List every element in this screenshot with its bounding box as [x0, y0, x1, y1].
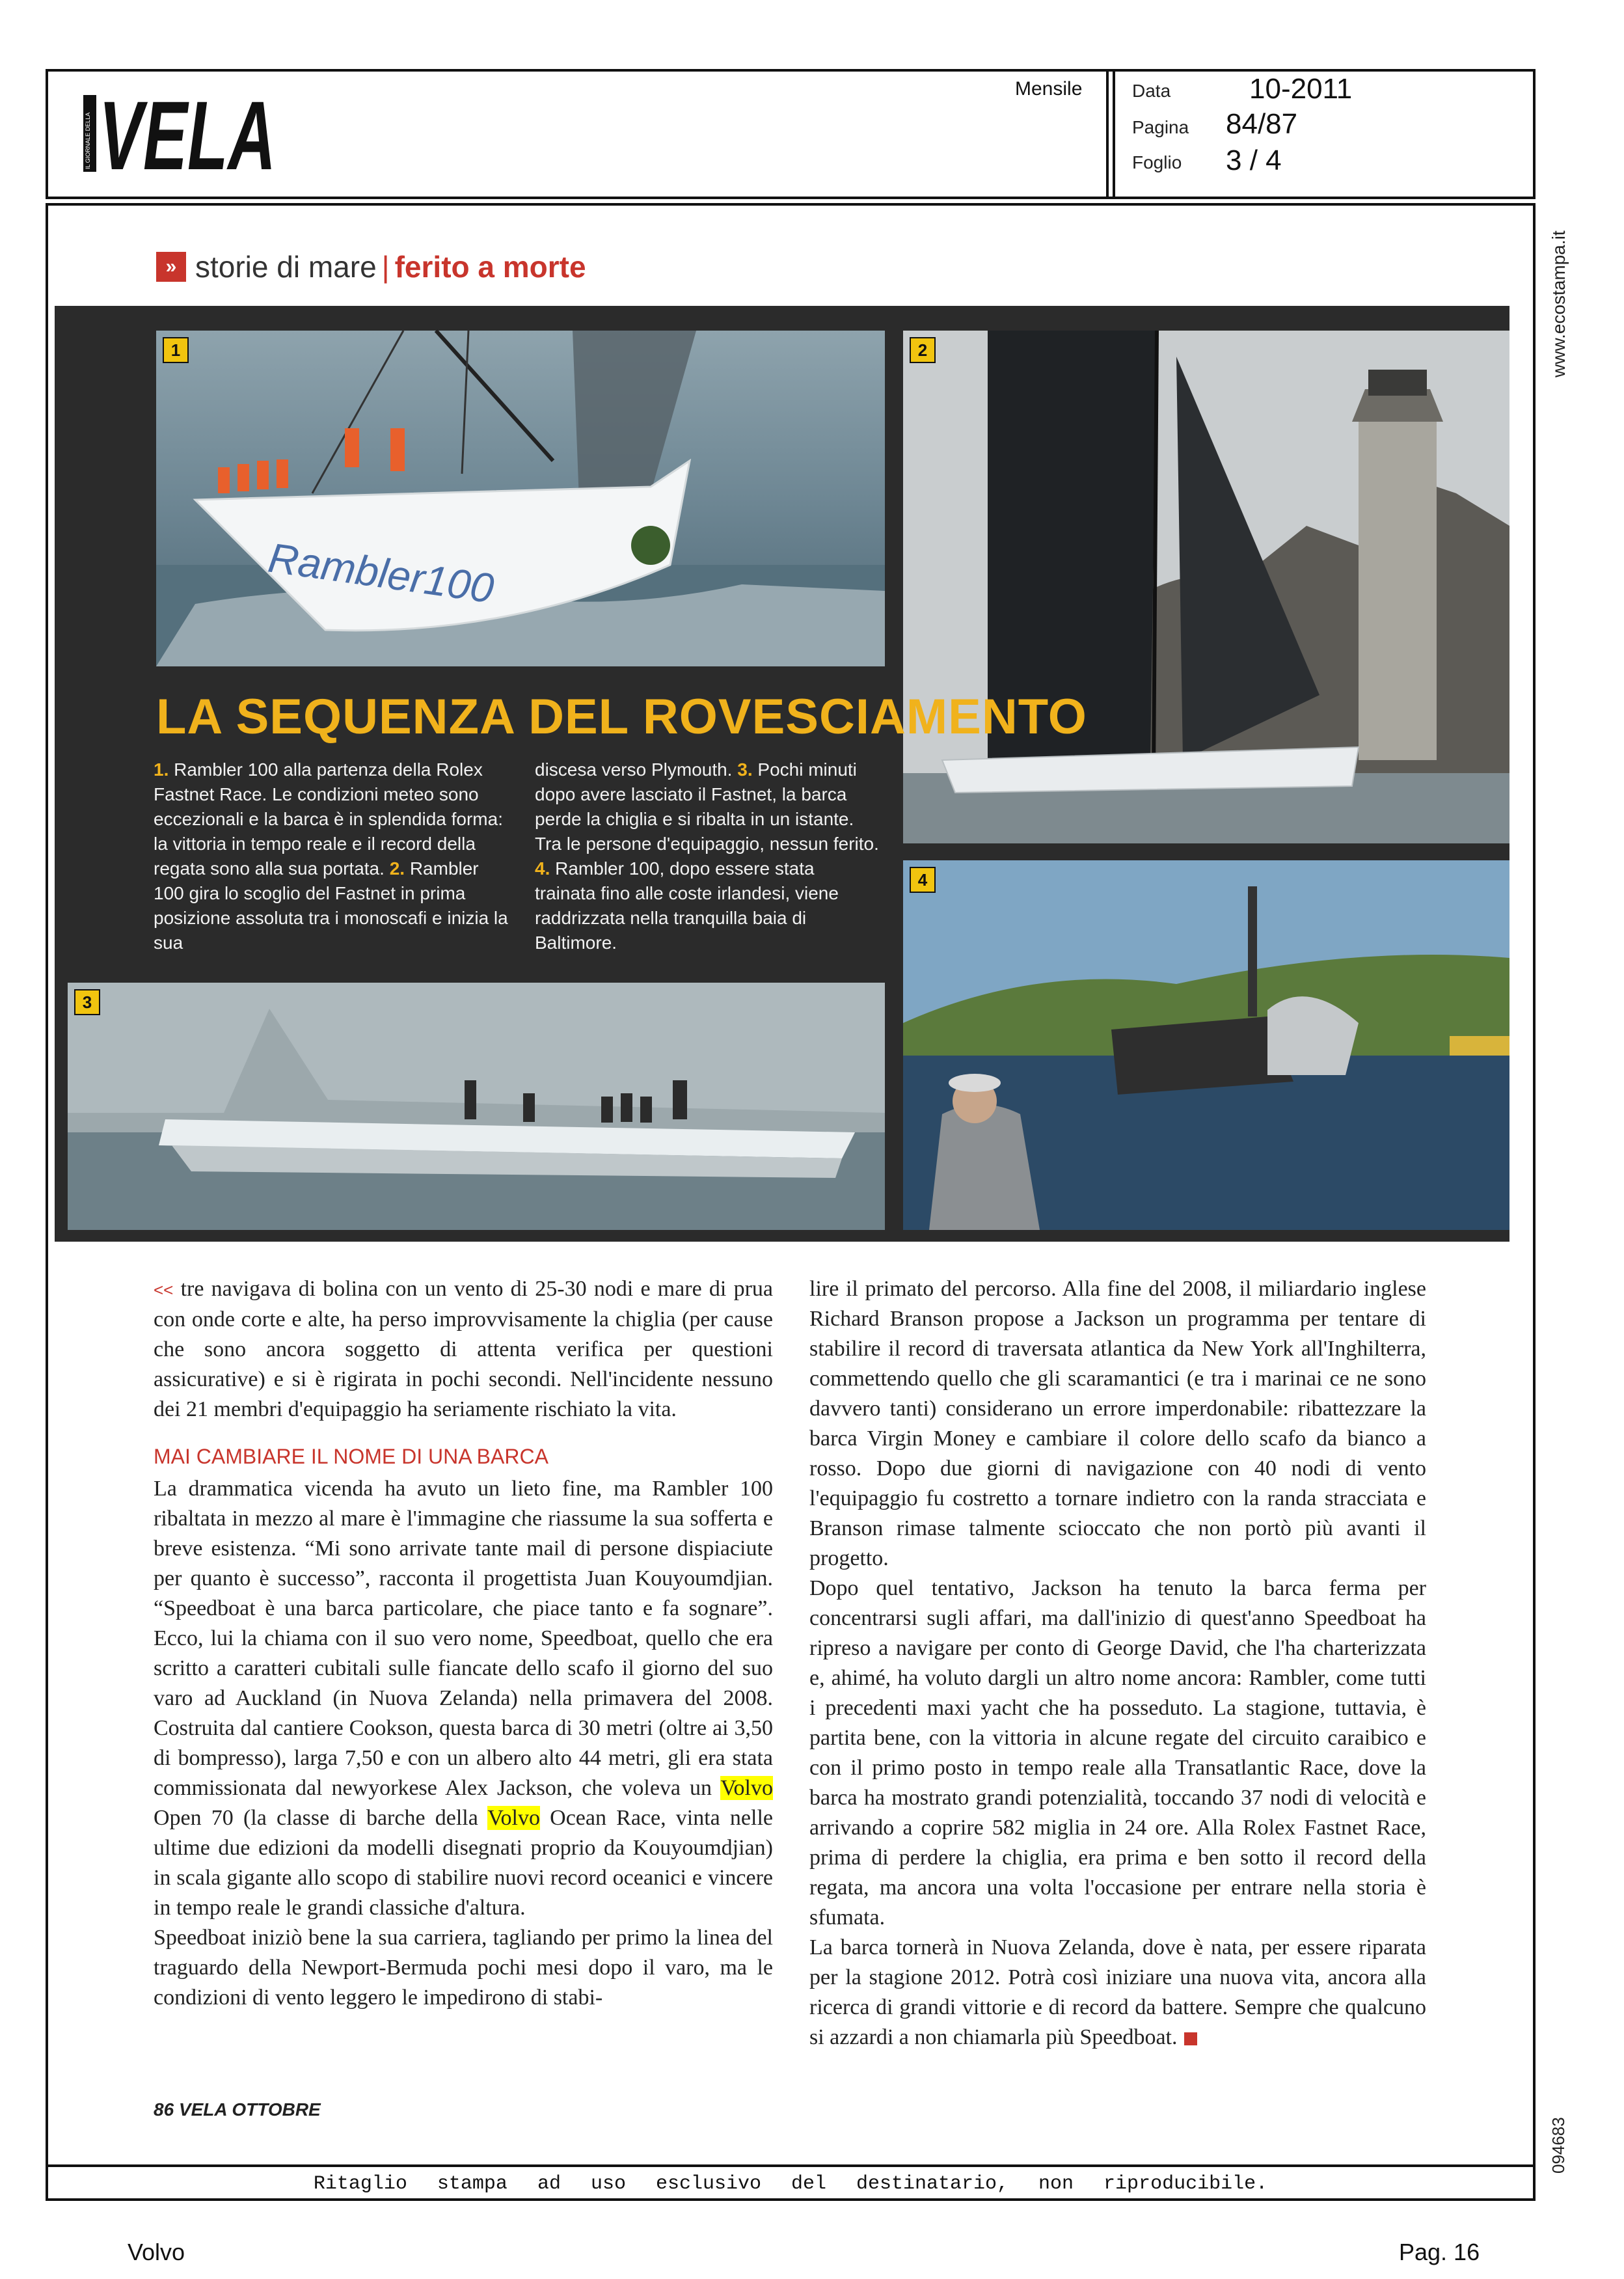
caption-text-3: Pochi minuti dopo avere lasciato il Fastnet, la barca perde la chiglia e si ribalta in un istante. Tra le persone d'equipaggio, nessun ferito. — [535, 759, 879, 854]
sequence-title: LA SEQUENZA DEL ROVESCIAMENTO — [156, 689, 1087, 744]
highlight-volvo-2: Volvo — [487, 1806, 540, 1830]
logo-text: VELA — [99, 81, 276, 190]
paragraph-3: Speedboat iniziò bene la sua carriera, tagliando per primo la linea del traguardo della Newport-Bermuda pochi mesi dopo il varo, ma le condizioni di vento leggero le impedirono di stabi- — [154, 1926, 773, 2010]
section-separator: | — [381, 250, 390, 284]
photo-3 — [68, 983, 885, 1230]
side-code: 094683 — [1549, 2117, 1568, 2174]
section-header — [156, 247, 586, 286]
subhead: MAI CAMBIARE IL NOME DI UNA BARCA — [154, 1445, 548, 1468]
chevron-icon: » — [156, 252, 186, 282]
article-column-1 — [154, 1274, 773, 2013]
caption-text-2b: discesa verso Plymouth. — [535, 759, 738, 780]
photo-1-number: 1 — [163, 337, 189, 363]
intro-text: tre navigava di bolina con un vento di 25-30 nodi e mare di prua con onde corte e alte, ha perso improvvisamente la chiglia (per cause che sono ancora soggetto di attenta verifica per questioni assicurative) e si è rigirata in pochi secondi. Nell'incidente nessuno dei 21 membri d'equipaggio ha seriamente rischiato la vita. — [154, 1277, 773, 1421]
meta-label-data: Data — [1132, 81, 1171, 101]
caption-num-1: 1. — [154, 759, 169, 780]
meta-value-foglio: 3 / 4 — [1226, 144, 1282, 176]
caption-num-4: 4. — [535, 858, 550, 879]
logo-side-text: IL GIORNALE DELLA — [85, 112, 91, 169]
photo-4 — [903, 860, 1509, 1230]
photo-4-number: 4 — [910, 867, 936, 893]
vela-logo — [83, 81, 278, 190]
photo-2-image — [903, 331, 1509, 843]
paragraph-2-part-b: Open 70 (la classe di barche della — [154, 1806, 488, 1830]
photo-3-number: 3 — [74, 989, 100, 1015]
paragraph-5: Dopo quel tentativo, Jackson ha tenuto la barca ferma per concentrarsi sugli affari, ma dall'inizio di quest'anno Speedboat ha ripreso a navigare per conto di George David, che l'ha charterizzata e, ahimé, ha voluto dargli un altro nome ancora: Rambler, come tutti i precedenti maxi yacht che ha posseduto. La stagione, tuttavia, è partita bene, con la vittoria in alcune regate del circuito caraibico e con il primo posto in tempo reale alla Transatlantic Race, dove la barca ha mostrato grandi potenzialità, toccando 37 nodi di velocità e arrivando a coprire 582 miglia in 24 ore. Alla Rolex Fastnet Race, prima di perdere la chiglia, era prima e ben sotto il record della regata, ma ancora una volta l'occasione per entrare nella storia è sfumata. — [809, 1576, 1426, 1930]
caption-text-2: Rambler 100 gira lo scoglio del Fastnet in prima posizione assoluta tra i monoscafi e inizia la sua — [154, 858, 508, 953]
photo-1-image — [156, 331, 885, 666]
photo-4-image — [903, 860, 1509, 1230]
ritaglio-notice: Ritaglio stampa ad uso esclusivo del destinatario, non riproducibile. — [46, 2164, 1536, 2201]
paragraph-2 — [154, 1474, 773, 1923]
caption-num-3: 3. — [737, 759, 753, 780]
caption-text-1: Rambler 100 alla partenza della Rolex Fastnet Race. Le condizioni meteo sono eccezionali e la barca è in splendida forma: la vittoria in tempo reale e il record della regata sono alla sua portata. — [154, 759, 503, 879]
paragraph-2-part-a: La drammatica vicenda ha avuto un lieto fine, ma Rambler 100 ribaltata in mezzo al mare è l'immagine che riassume la sua sofferta e breve esistenza. “Mi sono arrivate tante mail di persone dispiaciute per quanto è successo”, racconta il progettista Juan Kouyoumdjian. “Speedboat è una barca particolare, che piace tanto e fa sognare”. Ecco, lui la chiama con il suo vero nome, Speedboat, quello che era scritto a caratteri cubitali sulle fiancate dello scafo il giorno del suo varo ad Auckland (in Nuova Zelanda) nella primavera del 2008. Costruita dal cantiere Cookson, questa barca di 30 metri (oltre ai 3,50 di bompresso), larga 7,50 e con un albero alto 44 metri, gli era stata commissionata dal newyorkese Alex Jackson, che voleva un — [154, 1477, 773, 1800]
article-column-2 — [809, 1274, 1426, 2053]
caption-text-4: Rambler 100, dopo essere stata trainata fino alle coste irlandesi, viene raddrizzata nella tranquilla baia di Baltimore. — [535, 858, 839, 953]
paragraph-6 — [809, 1933, 1426, 2053]
highlight-volvo-1: Volvo — [720, 1776, 773, 1800]
photo-2-number: 2 — [910, 337, 936, 363]
lead-mark: << — [154, 1280, 174, 1300]
caption-left — [154, 757, 509, 955]
footer-page: Pag. 16 — [1399, 2239, 1480, 2265]
caption-num-2: 2. — [389, 858, 405, 879]
side-url: www.ecostampa.it — [1549, 230, 1569, 377]
meta-label-foglio: Foglio — [1132, 152, 1182, 172]
frequency-label: Mensile — [1015, 78, 1083, 100]
folio: 86 VELA OTTOBRE — [154, 2099, 321, 2120]
paragraph-2-part-c: Ocean Race, vinta nelle ultime due edizioni da modelli disegnati proprio da Kouyoumdjian) in scala gigante allo scopo di stabilire nuovi record oceanici e vincere in tempo reale le grandi classiche d'altura. — [154, 1806, 774, 1920]
header-divider — [1109, 69, 1115, 199]
intro-paragraph — [154, 1274, 773, 1425]
caption-right — [535, 757, 880, 955]
hull-text: Rambler100 — [265, 534, 497, 612]
end-mark-icon — [1184, 2032, 1197, 2045]
section-tag: storie di mare — [195, 250, 377, 284]
meta-value-data: 10-2011 — [1249, 73, 1353, 105]
footer-keyword: Volvo — [128, 2239, 185, 2265]
photo-1 — [156, 331, 885, 666]
paragraph-4: lire il primato del percorso. Alla fine del 2008, il miliardario inglese Richard Branson propose a Jackson un programma per tentare di stabilire il record di traversata atlantica da New York all'Inghilterra, commettendo quello che gli scaramantici (e tra i marinai ce ne sono davvero tanti) considerano un errore imperdonabile: ribattezzare la barca Virgin Money e cambiare il colore dello scafo da bianco a rosso. Dopo due giorni di navigazione con 40 nodi di vento l'equipaggio fu costretto a tornare indietro con la randa stracciata e Branson rimase talmente scioccato che non portò più avanti il progetto. — [809, 1277, 1426, 1570]
photo-2 — [903, 331, 1509, 843]
paragraph-6-text: La barca tornerà in Nuova Zelanda, dove è nata, per essere riparata per la stagione 2012. Potrà così iniziare una nuova vita, ancora alla ricerca di grandi vittorie e di record da battere. Sempre che qualcuno si azzardi a non chiamarla più Speedboat. — [809, 1935, 1426, 2049]
meta-label-pagina: Pagina — [1132, 117, 1189, 137]
meta-value-pagina: 84/87 — [1226, 108, 1298, 140]
section-title: ferito a morte — [394, 250, 586, 284]
photo-3-image — [68, 983, 885, 1230]
